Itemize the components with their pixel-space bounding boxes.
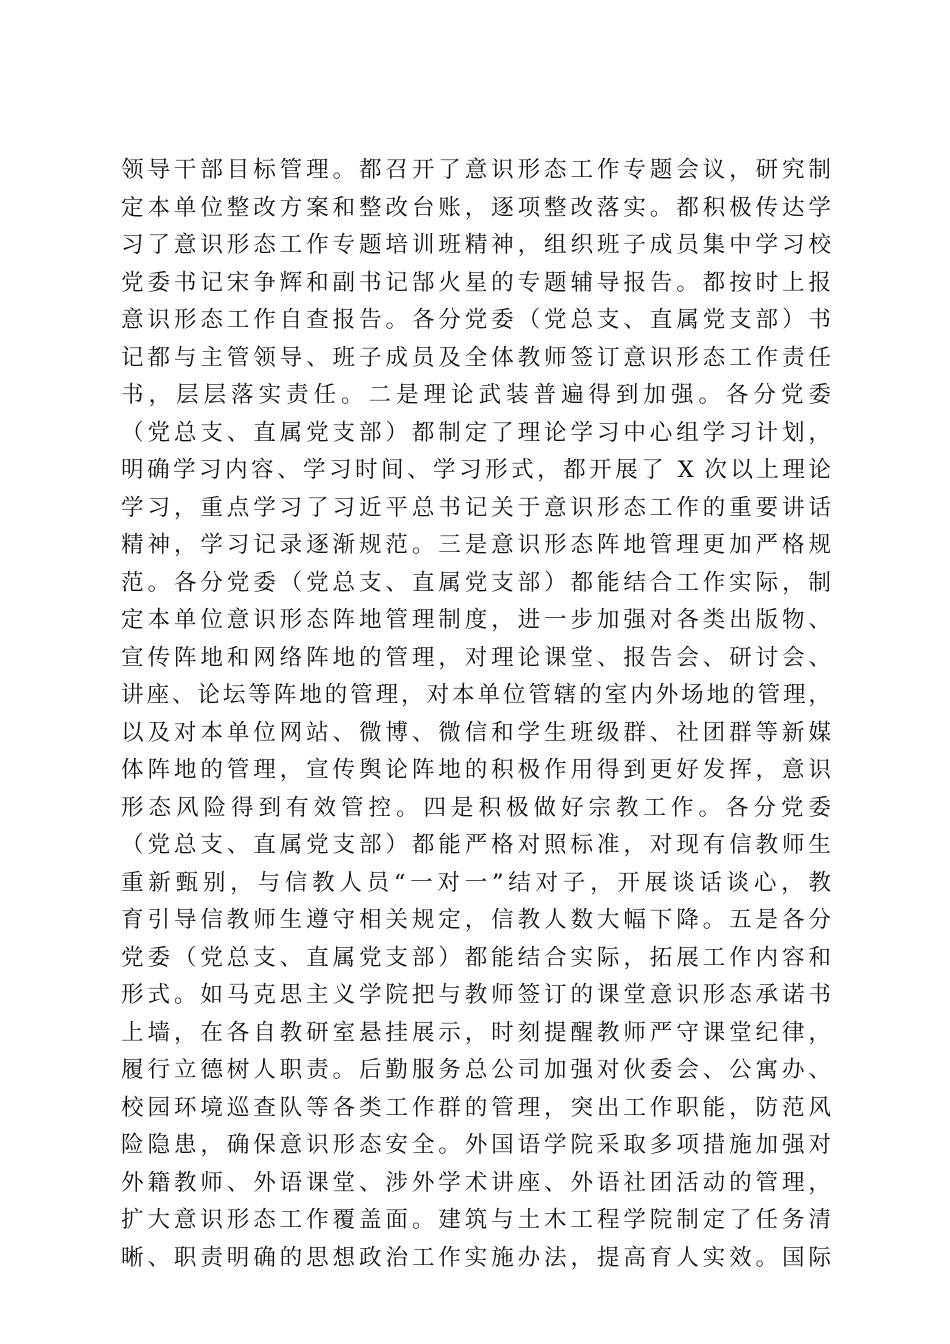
text-line: 履行立德树人职责。后勤服务总公司加强对伙委会、公寓办、 (121, 1057, 831, 1083)
text-line: 形式。如马克思主义学院把与教师签订的课堂意识形态承诺书 (121, 982, 831, 1008)
text-line: 体阵地的管理，宣传舆论阵地的积极作用得到更好发挥，意识 (121, 757, 831, 783)
text-line: 学习，重点学习了习近平总书记关于意识形态工作的重要讲话 (121, 494, 831, 521)
text-line: 形态风险得到有效管控。四是积极做好宗教工作。各分党委 (121, 794, 831, 821)
text-line: 宣传阵地和网络阵地的管理，对理论课堂、报告会、研讨会、 (121, 644, 831, 671)
text-line: 习了意识形态工作专题培训班精神，组织班子成员集中学习校 (121, 232, 831, 258)
text-line: 扩大意识形态工作覆盖面。建筑与土木工程学院制定了任务清 (121, 1207, 831, 1233)
text-line: （党总支、直属党支部）都制定了理论学习中心组学习计划， (121, 419, 831, 446)
text-line: 校园环境巡查队等各类工作群的管理，突出工作职能，防范风 (121, 1094, 831, 1121)
text-line: 重新甄别，与信教人员“一对一”结对子，开展谈话谈心，教 (121, 869, 831, 896)
text-line: 范。各分党委（党总支、直属党支部）都能结合工作实际，制 (121, 569, 831, 596)
text-line: 党委书记宋争辉和副书记郜火星的专题辅导报告。都按时上报 (121, 269, 831, 296)
text-line: 定本单位整改方案和整改台账，逐项整改落实。都积极传达学 (121, 194, 831, 221)
text-line: 领导干部目标管理。都召开了意识形态工作专题会议，研究制 (121, 157, 831, 183)
text-line: 晰、职责明确的思想政治工作实施办法，提高育人实效。国际 (121, 1244, 831, 1271)
text-line: 上墙，在各自教研室悬挂展示，时刻提醒教师严守课堂纪律， (121, 1019, 831, 1046)
text-line: 记都与主管领导、班子成员及全体教师签订意识形态工作责任 (121, 344, 831, 371)
text-line: 党委（党总支、直属党支部）都能结合实际，拓展工作内容和 (121, 944, 831, 971)
text-line: 意识形态工作自查报告。各分党委（党总支、直属党支部）书 (121, 307, 831, 333)
text-line: 讲座、论坛等阵地的管理，对本单位管辖的室内外场地的管理， (121, 682, 831, 708)
text-line: 明确学习内容、学习时间、学习形式，都开展了 X 次以上理论 (121, 457, 831, 483)
text-line: （党总支、直属党支部）都能严格对照标准，对现有信教师生 (121, 832, 831, 858)
text-line: 险隐患，确保意识形态安全。外国语学院采取多项措施加强对 (121, 1132, 831, 1158)
text-line: 书，层层落实责任。二是理论武装普遍得到加强。各分党委 (121, 382, 831, 408)
text-line: 外籍教师、外语课堂、涉外学术讲座、外语社团活动的管理， (121, 1169, 831, 1196)
text-line: 精神，学习记录逐渐规范。三是意识形态阵地管理更加严格规 (121, 532, 831, 558)
text-line: 定本单位意识形态阵地管理制度，进一步加强对各类出版物、 (121, 607, 831, 633)
text-line: 育引导信教师生遵守相关规定，信教人数大幅下降。五是各分 (121, 907, 831, 933)
text-line: 以及对本单位网站、微博、微信和学生班级群、社团群等新媒 (121, 719, 831, 746)
body-paragraph (121, 152, 831, 1277)
